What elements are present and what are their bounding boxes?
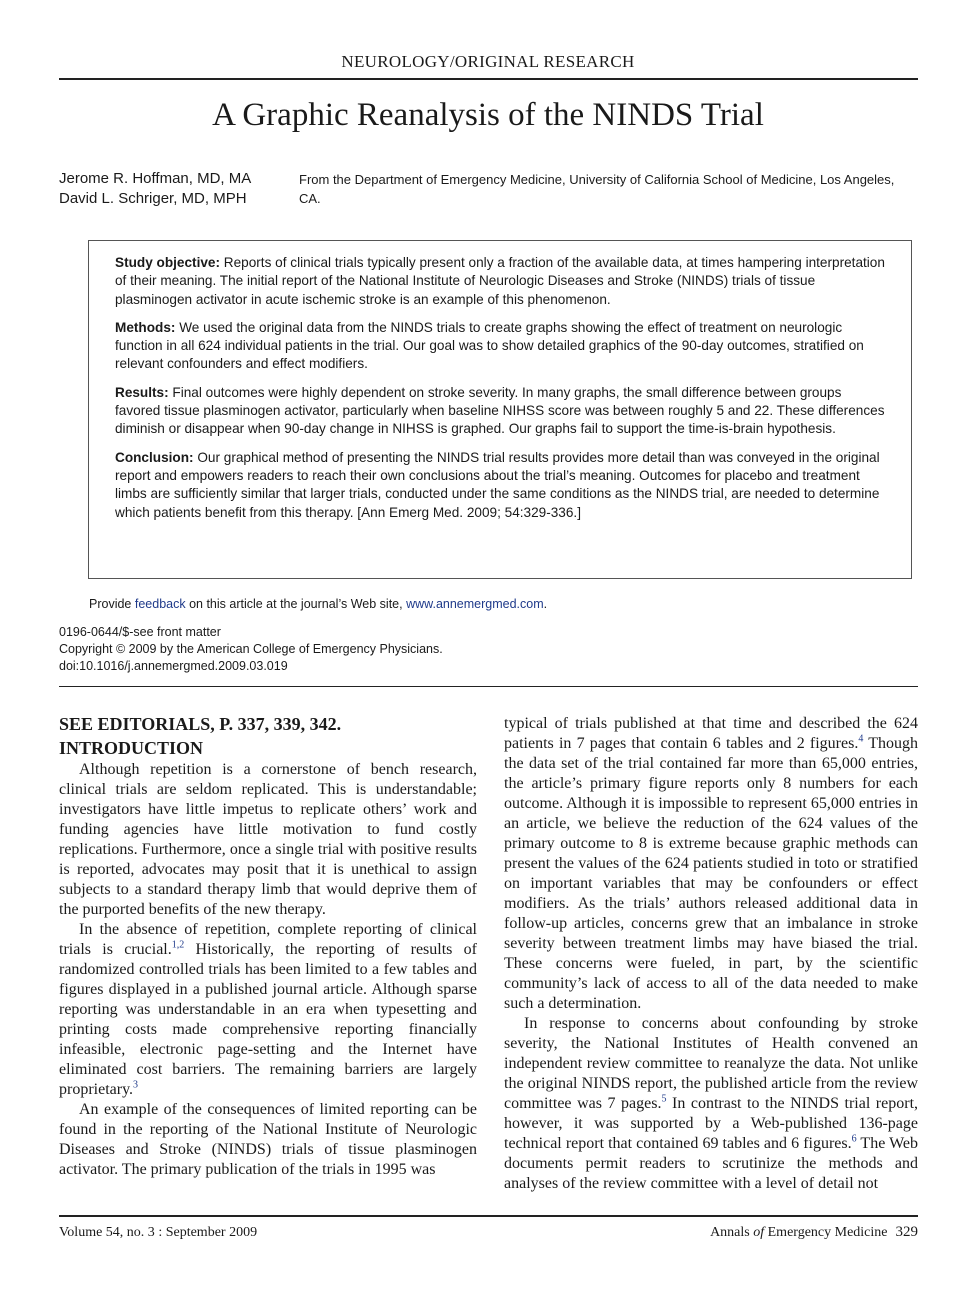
header-rule (59, 78, 918, 80)
copyright-line: Copyright © 2009 by the American College of Emergency Physicians. (59, 642, 443, 656)
paragraph-text: Historically, the reporting of results of randomized controlled trials has been limited to a few tables and figures displayed in a published journal article. Although sparse reporting was understandable in an era when typesetting and printing costs made comprehensive reporting financially infeasible, electronic page-setting and the Internet have eliminated cost barriers. The remaining barriers are largely proprietary. (59, 941, 477, 1098)
feedback-line (89, 597, 547, 611)
front-matter (59, 624, 443, 675)
journal-name: Emergency Medicine (764, 1225, 888, 1240)
front-matter-issn: 0196-0644/$-see front matter (59, 625, 221, 639)
abstract-label: Study objective: (115, 255, 220, 270)
paragraph-text: Though the data set of the trial contained far more than 65,000 entries, the article’s primary figure reports only 8 numbers for each outcome. Although it is impossible to represent 65,000 entries in an article, we believe the reduction of the 624 values of the primary outcome to 8 is extreme because graphic methods can present the values of the 624 patients studied in toto or stratified on important variables that may be confounders or effect modifiers. As the trials’ authors released additional data in follow-up articles, concerns grew that an imbalance in stroke severity between treatment limbs may have biased the trial. These concerns were fueled, in part, by the scientific community’s lack of access to all of the data needed to make such a determination. (504, 735, 919, 1012)
abstract-text: Final outcomes were highly dependent on stroke severity. In many graphs, the small difference between groups favored tissue plasminogen activator, particularly when baseline NIHSS score was between roughly 5 and 22. These differences diminish or disappear when 90-day change in NIHSS is graphed. Our graphs fail to support the time-is-brain hypothesis. (115, 384, 885, 437)
footer-rule (59, 1215, 918, 1217)
journal-name: of (753, 1225, 765, 1240)
author-name: Jerome R. Hoffman, MD, MA (59, 170, 252, 187)
journal-website-link[interactable]: www.annemergmed.com (406, 597, 544, 611)
citation-ref[interactable]: 3 (133, 1079, 139, 1091)
feedback-text: Provide (89, 597, 135, 611)
affiliation: From the Department of Emergency Medicine, University of California School of Medicine, Los Angeles, CA. (299, 172, 895, 206)
paragraph (504, 714, 918, 1014)
paragraph (59, 920, 477, 1100)
abstract-objective (115, 254, 886, 309)
feedback-text: . (543, 597, 548, 611)
paragraph-text: typical of trials published at that time and described the 624 patients in 7 pages that contain 6 tables and 2 figures. (504, 715, 918, 752)
paragraph-text: In the absence of repetition, complete reporting of clinical trials is crucial. (59, 921, 477, 958)
paragraph: An example of the consequences of limited reporting can be found in the reporting of the National Institute of Neurologic Diseases and Stroke (NINDS) trials of tissue plasminogen activator. The primary publication of the trials in 1995 was (59, 1101, 477, 1178)
citation-ref[interactable]: 5 (661, 1093, 667, 1105)
see-editorials: SEE EDITORIALS, P. 337, 339, 342. (59, 714, 342, 734)
paragraph-text: In contrast to the NINDS trial report, however, it was supported by a Web-published 136-page technical report that contained 69 tables and 6 figures. (504, 1095, 919, 1152)
citation-ref[interactable]: 6 (851, 1133, 857, 1145)
citation-ref[interactable]: 4 (858, 733, 864, 745)
feedback-link[interactable]: feedback (134, 597, 186, 611)
section-heading: INTRODUCTION (59, 738, 204, 758)
footer-volume (59, 1225, 257, 1241)
abstract-box (88, 240, 912, 579)
paragraph-text: In response to concerns about confounding by stroke severity, the National Institutes of Health convened an independent review committee to reanalyze the data. Not unlike the original NINDS report, the published article from the review committee was 7 pages. (504, 1015, 918, 1112)
citation-ref[interactable]: 1,2 (171, 939, 185, 951)
author-name: David L. Schriger, MD, MPH (59, 190, 247, 207)
abstract-methods (115, 319, 886, 374)
abstract-results (115, 384, 886, 439)
paragraph: Although repetition is a cornerstone of bench research, clinical trials are seldom replicated. This is understandable; investigators have little impetus to replicate others’ work and funding agencies have little motivation to fund costly replications. Furthermore, once a single trial with positive results is reported, advocates may posit that it is unethical to assign subjects to a standard therapy limb that would deprive them of the purported benefits of the new therapy. (59, 761, 477, 918)
page-number: 329 (895, 1224, 918, 1240)
abstract-label: Conclusion: (115, 449, 194, 465)
body-column-right (504, 714, 918, 1194)
section-label: NEUROLOGY/ORIGINAL RESEARCH (341, 52, 635, 71)
abstract-text: Our graphical method of presenting the NINDS trial results provides more detail than was conveyed in the original report and empowers readers to reach their own conclusions about the trial’s meaning. Outcomes for placebo and treatment limbs are sufficiently similar that larger trials, conducted under the same conditions as the NINDS trial, are needed to determine which patients benefit from this therapy. [Ann Emerg Med. 2009; 54:329-336.] (115, 449, 880, 520)
body-column-left (59, 712, 477, 1180)
article-title: A Graphic Reanalysis of the NINDS Trial (212, 97, 764, 133)
paragraph-text: The Web documents permit readers to scrutinize the methods and analyses of the review committee with a level of detail not (504, 1135, 919, 1192)
issue-date: September 2009 (165, 1225, 258, 1240)
abstract-conclusion (115, 449, 886, 522)
divider (59, 686, 918, 687)
abstract-label: Results: (115, 384, 169, 400)
abstract-text: We used the original data from the NINDS trials to create graphs showing the effect of treatment on neurologic function in all 624 individual patients in the trial. Our goal was to show detailed graphics of the 90-day outcomes, stratified on relevant confounders and effect modifiers. (115, 319, 864, 372)
volume-issue: Volume 54, no. 3 (59, 1225, 155, 1240)
abstract-text: Reports of clinical trials typically present only a fraction of the available data, at times hampering interpretation of their meaning. The initial report of the National Institute of Neurologic Diseases and Stroke (NINDS) trials of tissue plasminogen activator in acute ischemic stroke is an example of this phenomenon. (115, 255, 885, 307)
journal-name: Annals (710, 1225, 754, 1240)
author-list (59, 169, 289, 209)
feedback-text: on this article at the journal’s Web site, (185, 597, 407, 611)
abstract-label: Methods: (115, 319, 176, 335)
footer-journal (710, 1224, 918, 1241)
doi-line: doi:10.1016/j.annemergmed.2009.03.019 (59, 659, 288, 673)
footer-separator: : (154, 1225, 166, 1240)
paragraph (504, 1014, 918, 1194)
